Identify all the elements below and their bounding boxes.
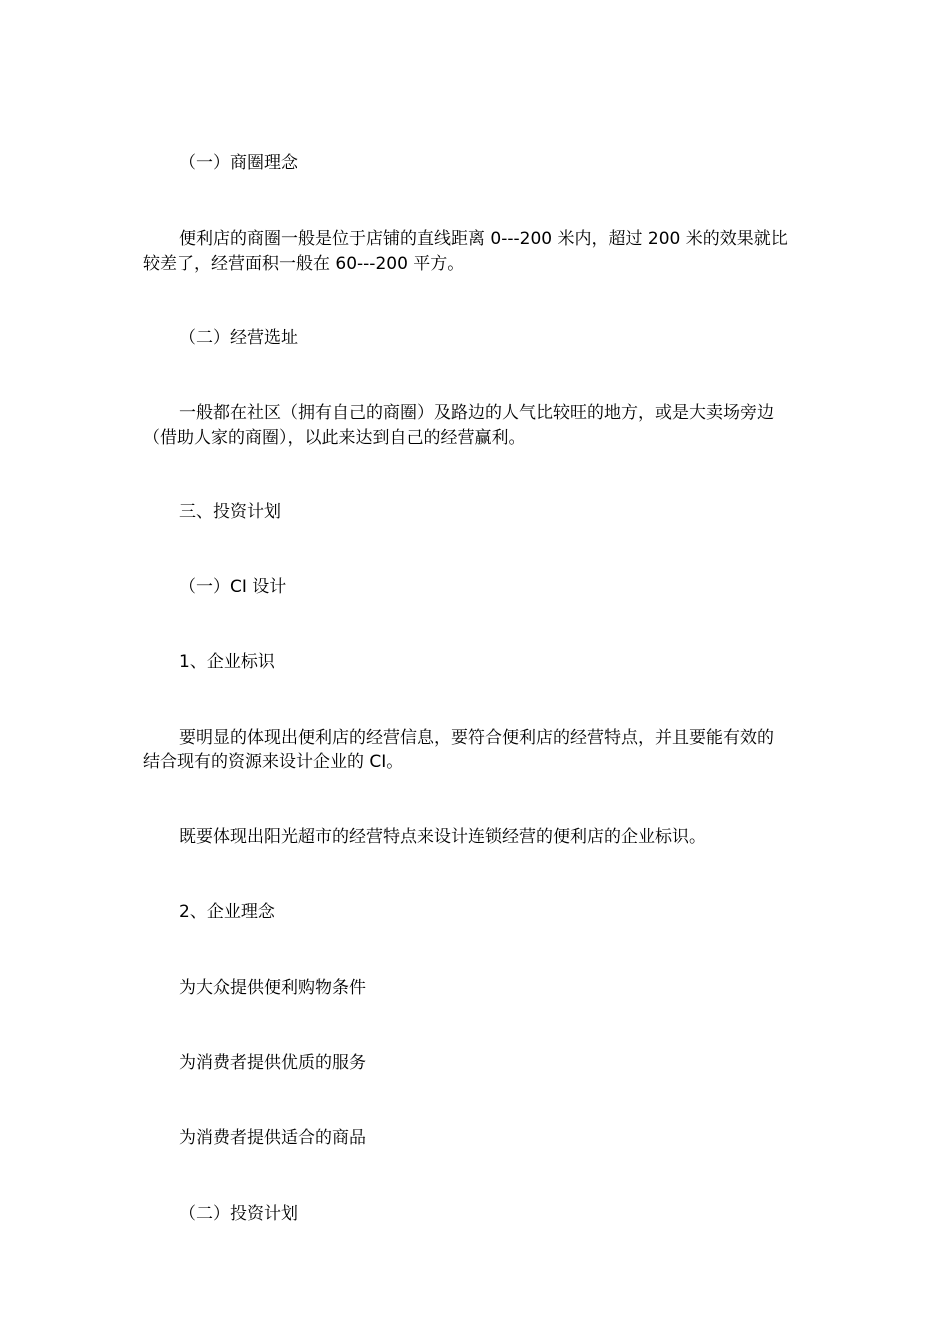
paragraph-line: 结合现有的资源来设计企业的 CI。 [143, 752, 404, 772]
section-heading: 1、企业标识 [179, 652, 275, 672]
section-heading: 2、企业理念 [179, 902, 275, 922]
section-heading: （一）商圈理念 [179, 153, 298, 173]
section-heading: （二）经营选址 [179, 328, 298, 348]
paragraph-line: 为消费者提供适合的商品 [179, 1128, 366, 1148]
section-heading: 三、投资计划 [179, 502, 281, 522]
paragraph-line: 便利店的商圈一般是位于店铺的直线距离 0---200 米内，超过 200 米的效果就比 [179, 229, 788, 249]
paragraph-line: （借助人家的商圈），以此来达到自己的经营赢利。 [143, 428, 526, 448]
paragraph-line: 较差了，经营面积一般在 60---200 平方。 [143, 254, 465, 274]
section-heading: （二）投资计划 [179, 1204, 298, 1224]
paragraph-line: 为大众提供便利购物条件 [179, 978, 366, 998]
paragraph-line: 一般都在社区（拥有自己的商圈）及路边的人气比较旺的地方，或是大卖场旁边 [179, 403, 774, 423]
paragraph-line: 为消费者提供优质的服务 [179, 1053, 366, 1073]
paragraph-line: 既要体现出阳光超市的经营特点来设计连锁经营的便利店的企业标识。 [179, 827, 706, 847]
paragraph-line: 要明显的体现出便利店的经营信息，要符合便利店的经营特点，并且要能有效的 [179, 728, 774, 748]
section-heading: （一）CI 设计 [179, 577, 287, 597]
